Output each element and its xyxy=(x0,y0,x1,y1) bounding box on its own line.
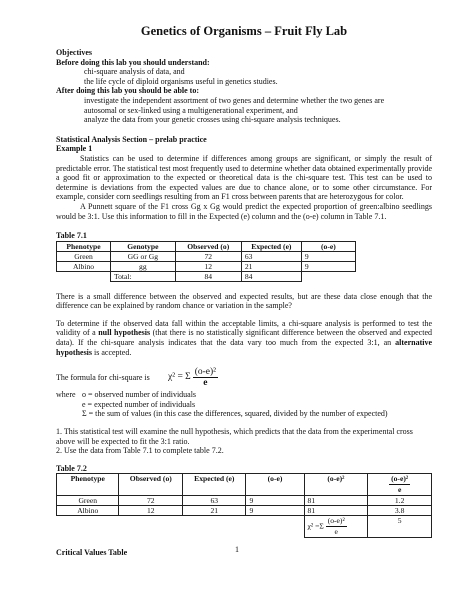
table-7-1-caption: Table 7.1 xyxy=(56,231,87,241)
critical-values-heading: Critical Values Table xyxy=(56,548,128,558)
header-observed: Observed (o) xyxy=(119,474,183,496)
cell-o-minus-e: 9 xyxy=(301,251,355,261)
header-expected: Expected (e) xyxy=(183,474,246,496)
cell-observed: 12 xyxy=(175,261,241,271)
header-o-minus-e-squared-over-e: $\frac{\text{(o-e)²}}{e}$ xyxy=(368,474,432,496)
header-expected: Expected (e) xyxy=(241,241,301,251)
table-7-2 xyxy=(56,473,432,538)
formula-label: The formula for chi-square is xyxy=(56,372,150,382)
sum-label: χ² =Σ $\frac{\text{(o-e)²}}{e}$ xyxy=(304,516,368,538)
cell-ratio: 3.8 xyxy=(368,506,432,516)
step-2: 2. Use the data from Table 7.1 to complete table 7.2. xyxy=(56,446,224,456)
page-number: 1 xyxy=(235,545,239,554)
where-word: where xyxy=(56,390,76,400)
cell-o-minus-e-squared: 81 xyxy=(304,506,368,516)
cell-phenotype: Albino xyxy=(57,506,119,516)
stats-paragraph-1: Statistics can be used to determine if differences among groups are significant, or simply the result of predictable error. The statistical test most frequently used to determine whether data obtained experimentally provide a good fit or approximation to the expected or theoretical data is the chi-square test. This test can be used to determine is deviations from the expected values are due to chance alone, or to some other circumstance. For example, consider corn seedlings resulting from an F1 cross between parents that are heterozygous for color. xyxy=(56,153,432,202)
formula-fraction: $\frac{\text{(o-e)²}}{e}$ xyxy=(194,367,217,389)
paragraph-4: To determine if the observed data fall within the acceptable limits, a chi-square analysis is performed to test the validity of a null hypothesis (that there is no statistically significant difference between the observed and expected data). If the chi-square analysis indicates that the data vary too much from the expected 3:1, an alternative hypothesis is accepted. xyxy=(56,318,432,357)
table-row xyxy=(57,496,432,506)
after-line: autosomal or sex-linked using a multigenerational experiment, and xyxy=(84,105,298,115)
stats-heading: Statistical Analysis Section – prelab practice xyxy=(56,134,207,144)
alternative-hypothesis-term: alternative hypothesis xyxy=(56,338,432,357)
cell-expected: 21 xyxy=(183,506,246,516)
cell-o-minus-e: 9 xyxy=(301,261,355,271)
definition: o = observed number of individuals xyxy=(82,390,197,400)
cell-observed: 12 xyxy=(119,506,183,516)
cell-ratio: 1.2 xyxy=(368,496,432,506)
stats-paragraph-2: A Punnett square of the F1 cross Gg x Gg would predict the expected proportion of green:albino seedlings would be 3:1. Use this information to fill in the Expected (e) column and the (o-e) column in Table 7.1. xyxy=(56,201,432,221)
example-heading: Example 1 xyxy=(56,144,93,154)
cell-o-minus-e: 9 xyxy=(246,506,304,516)
header-o-minus-e: (o-e) xyxy=(246,474,304,496)
table-row xyxy=(57,506,432,516)
formula-definitions xyxy=(56,390,432,419)
table-header-row xyxy=(57,241,356,251)
table-header-row xyxy=(57,474,432,496)
table-row xyxy=(57,251,356,261)
header-observed: Observed (o) xyxy=(175,241,241,251)
cell-phenotype: Green xyxy=(57,496,119,506)
step-1: 1. This statistical test will examine the null hypothesis, which predicts that the data from the experimental cross above will be expected to fit the 3:1 ratio. xyxy=(56,427,413,446)
before-heading: Before doing this lab you should understand: xyxy=(56,57,210,67)
before-item: the life cycle of diploid organisms useful in genetics studies. xyxy=(84,76,278,86)
cell-genotype: GG or Gg xyxy=(111,251,176,261)
formula-lhs: χ² = Σ xyxy=(168,371,191,382)
cell-expected: 63 xyxy=(183,496,246,506)
cell-observed: 72 xyxy=(119,496,183,506)
table-7-1 xyxy=(56,241,356,282)
total-expected: 84 xyxy=(241,271,301,281)
objectives-heading: Objectives xyxy=(56,48,92,57)
after-line: investigate the independent assortment of two genes and determine whether the two genes are xyxy=(84,95,385,105)
cell-o-minus-e: 9 xyxy=(246,496,304,506)
definition: Σ = the sum of values (in this case the differences, squared, divided by the number of expected) xyxy=(82,409,388,419)
table-sum-row xyxy=(57,516,432,538)
cell-expected: 63 xyxy=(241,251,301,261)
paragraph-3: There is a small difference between the observed and expected results, but are these data close enough that the difference can be explained by random chance or variation in the sample? xyxy=(56,291,432,311)
sum-value: 5 xyxy=(368,516,432,538)
header-genotype: Genotype xyxy=(111,241,176,251)
chi-square-formula xyxy=(56,367,432,388)
cell-phenotype: Green xyxy=(57,251,111,261)
header-o-minus-e-squared: (o-e)² xyxy=(304,474,368,496)
definition: e = expected number of individuals xyxy=(82,399,196,409)
cell-expected: 21 xyxy=(241,261,301,271)
header-phenotype: Phenotype xyxy=(57,241,111,251)
document-page xyxy=(56,24,432,558)
cell-observed: 72 xyxy=(175,251,241,261)
before-item: chi-square analysis of data, and xyxy=(84,67,185,77)
table-total-row xyxy=(57,271,356,281)
after-line: analyze the data from your genetic crosses using chi-square analysis techniques. xyxy=(84,115,341,125)
header-o-minus-e: (o-e) xyxy=(301,241,355,251)
null-hypothesis-term: null hypothesis xyxy=(98,328,151,338)
after-heading: After doing this lab you should be able to: xyxy=(56,86,199,96)
table-7-2-caption: Table 7.2 xyxy=(56,463,87,473)
total-label: Total: xyxy=(111,271,176,281)
cell-phenotype: Albino xyxy=(57,261,111,271)
total-observed: 84 xyxy=(175,271,241,281)
header-phenotype: Phenotype xyxy=(57,474,119,496)
cell-genotype: gg xyxy=(111,261,176,271)
cell-o-minus-e-squared: 81 xyxy=(304,496,368,506)
page-title: Genetics of Organisms – Fruit Fly Lab xyxy=(140,24,348,38)
table-row xyxy=(57,261,356,271)
